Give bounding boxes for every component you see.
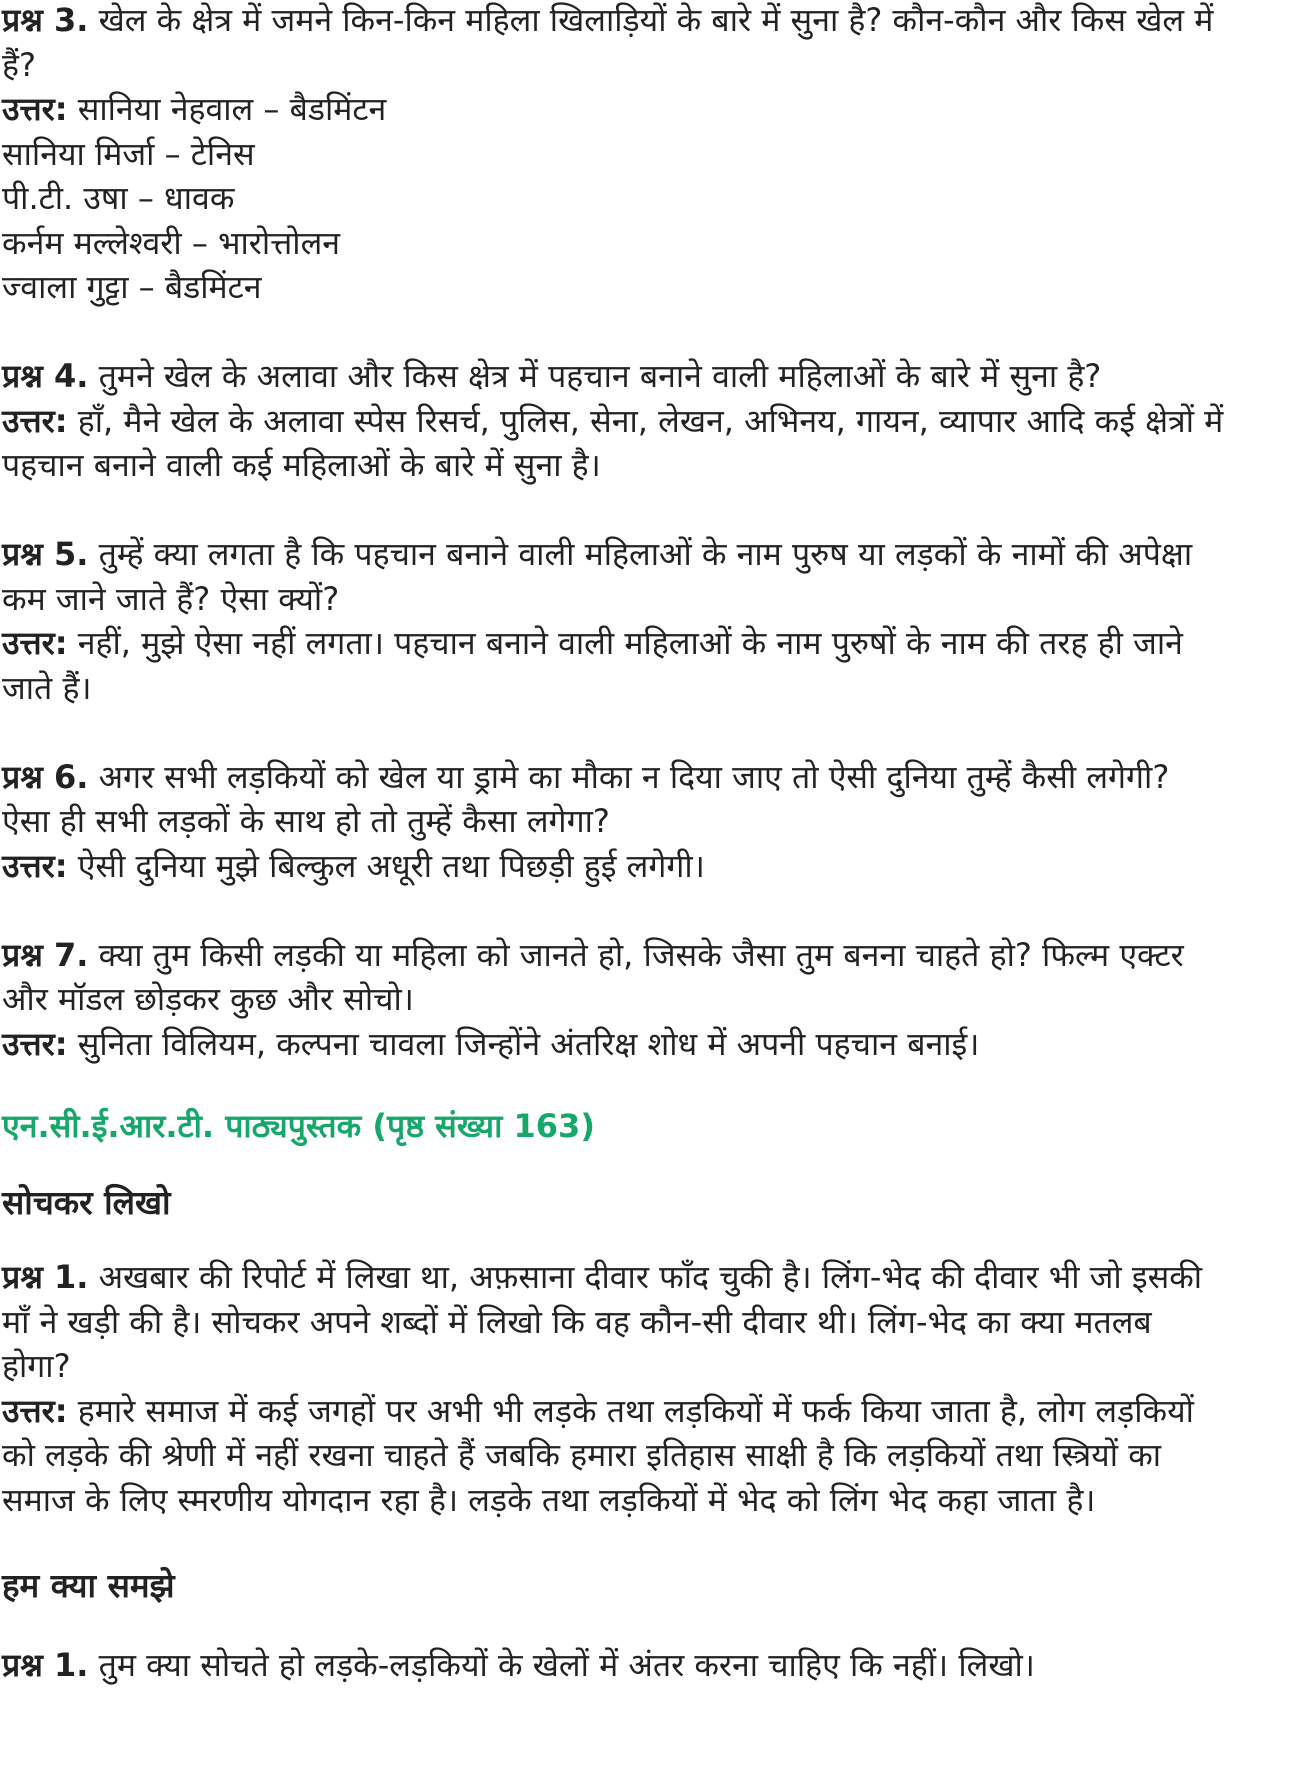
question-3 xyxy=(2,0,1291,43)
question-text: क्या तुम किसी लड़की या महिला को जानते हो, जिसके जैसा तुम बनना चाहते हो? फिल्म एक्टर xyxy=(88,935,1184,974)
spacer xyxy=(2,310,1291,355)
question-label: प्रश्न 7. xyxy=(2,935,89,974)
answer-7 xyxy=(2,1022,1291,1067)
question-7-continued: और मॉडल छोड़कर कुछ और सोचो। xyxy=(2,980,414,1018)
section-heading-sochkar-likho: सोचकर लिखो xyxy=(2,1182,171,1222)
answer-label: उत्तर: xyxy=(2,1391,68,1430)
question-text: तुम क्या सोचते हो लड़के-लड़कियों के खेलों में अंतर करना चाहिए कि नहीं। लिखो। xyxy=(88,1645,1035,1684)
question-1-continued: होगा? xyxy=(2,1347,71,1385)
question-5-continued: कम जाने जाते हैं? ऐसा क्यों? xyxy=(2,579,340,618)
question-4 xyxy=(2,354,1291,399)
question-1 xyxy=(2,1643,1291,1688)
spacer xyxy=(2,888,1291,933)
answer-label: उत्तर: xyxy=(2,624,68,662)
question-7 xyxy=(2,933,1291,978)
answer-3 xyxy=(2,87,1291,132)
question-3-continued: हैं? xyxy=(2,45,36,84)
question-label: प्रश्न 1. xyxy=(2,1258,89,1296)
answer-3-line: ज्वाला गुट्टा – बैडमिंटन xyxy=(2,268,262,306)
question-text: अखबार की रिपोर्ट में लिखा था, अफ़साना दीवार फाँद चुकी है। लिंग-भेद की दीवार भी जो इसकी xyxy=(88,1258,1203,1296)
question-5 xyxy=(2,532,1291,577)
answer-label: उत्तर: xyxy=(2,846,68,885)
question-text: तुमने खेल के अलावा और किस क्षेत्र में पहचान बनाने वाली महिलाओं के बारे में सुना है? xyxy=(88,357,1102,395)
answer-text: नहीं, मुझे ऐसा नहीं लगता। पहचान बनाने वाली महिलाओं के नाम पुरुषों के नाम की तरह ही जाने xyxy=(67,624,1183,662)
spacer xyxy=(2,710,1291,755)
section-title-ncert: एन.सी.ई.आर.टी. पाठ्यपुस्तक (पृष्ठ संख्या 163) xyxy=(2,1107,595,1145)
question-label: प्रश्न 4. xyxy=(2,357,89,395)
question-6-continued: ऐसा ही सभी लड़कों के साथ हो तो तुम्हें कैसा लगेगा? xyxy=(2,802,610,840)
question-label: प्रश्न 5. xyxy=(2,535,89,573)
answer-3-line: पी.टी. उषा – धावक xyxy=(2,179,235,217)
answer-5-line: जाते हैं। xyxy=(2,668,92,707)
spacer xyxy=(2,1066,1291,1104)
answer-1-line: को लड़के की श्रेणी में नहीं रखना चाहते हैं जबकि हमारा इतिहास साक्षी है कि लड़कियों तथा स्त्रियों का xyxy=(2,1436,1162,1474)
spacer xyxy=(2,1609,1291,1643)
question-1-continued: माँ ने खड़ी की है। सोचकर अपने शब्दों में लिखो कि वह कौन-सी दीवार थी। लिंग-भेद का क्या मतलब xyxy=(2,1302,1152,1341)
answer-label: उत्तर: xyxy=(2,401,68,440)
answer-text: ऐसी दुनिया मुझे बिल्कुल अधूरी तथा पिछड़ी हुई लगेगी। xyxy=(67,846,705,885)
answer-1 xyxy=(2,1389,1291,1434)
question-text: खेल के क्षेत्र में जमने किन-किन महिला खिलाड़ियों के बारे में सुना है? कौन-कौन और किस खेल में xyxy=(88,1,1214,39)
question-text: अगर सभी लड़कियों को खेल या ड्रामे का मौका न दिया जाए तो ऐसी दुनिया तुम्हें कैसी लगेगी? xyxy=(88,757,1170,796)
spacer xyxy=(2,488,1291,533)
answer-3-line: सानिया मिर्जा – टेनिस xyxy=(2,134,255,173)
answer-6 xyxy=(2,844,1291,889)
question-label: प्रश्न 6. xyxy=(2,757,89,796)
answer-text: हमारे समाज में कई जगहों पर अभी भी लड़के तथा लड़कियों में फर्क किया जाता है, लोग लड़कियों xyxy=(67,1391,1194,1430)
spacer xyxy=(2,1225,1291,1255)
answer-5 xyxy=(2,621,1291,666)
answer-4-line: पहचान बनाने वाली कई महिलाओं के बारे में सुना है। xyxy=(2,446,601,484)
question-1 xyxy=(2,1255,1291,1300)
answer-label: उत्तर: xyxy=(2,90,68,128)
question-text: तुम्हें क्या लगता है कि पहचान बनाने वाली महिलाओं के नाम पुरुष या लड़कों के नामों की अपेक्षा xyxy=(88,535,1193,573)
answer-1-line: समाज के लिए स्मरणीय योगदान रहा है। लड़के तथा लड़कियों में भेद को लिंग भेद कहा जाता है। xyxy=(2,1480,1096,1519)
answer-label: उत्तर: xyxy=(2,1024,68,1063)
question-6 xyxy=(2,755,1291,800)
question-label: प्रश्न 1. xyxy=(2,1645,89,1684)
question-label: प्रश्न 3. xyxy=(2,1,89,39)
answer-text: सुनिता विलियम, कल्पना चावला जिन्होंने अंतरिक्ष शोध में अपनी पहचान बनाई। xyxy=(67,1024,980,1063)
spacer xyxy=(2,1149,1291,1181)
section-heading-hum-kya-samjhe: हम क्या समझे xyxy=(2,1566,175,1605)
answer-text: सानिया नेहवाल – बैडमिंटन xyxy=(67,90,387,128)
spacer xyxy=(2,1522,1291,1564)
answer-3-line: कर्नम मल्लेश्वरी – भारोत्तोलन xyxy=(2,223,341,262)
answer-text: हाँ, मैने खेल के अलावा स्पेस रिसर्च, पुलिस, सेना, लेखन, अभिनय, गायन, व्यापार आदि कई क्षेत्रों में xyxy=(67,401,1224,440)
answer-4 xyxy=(2,399,1291,444)
